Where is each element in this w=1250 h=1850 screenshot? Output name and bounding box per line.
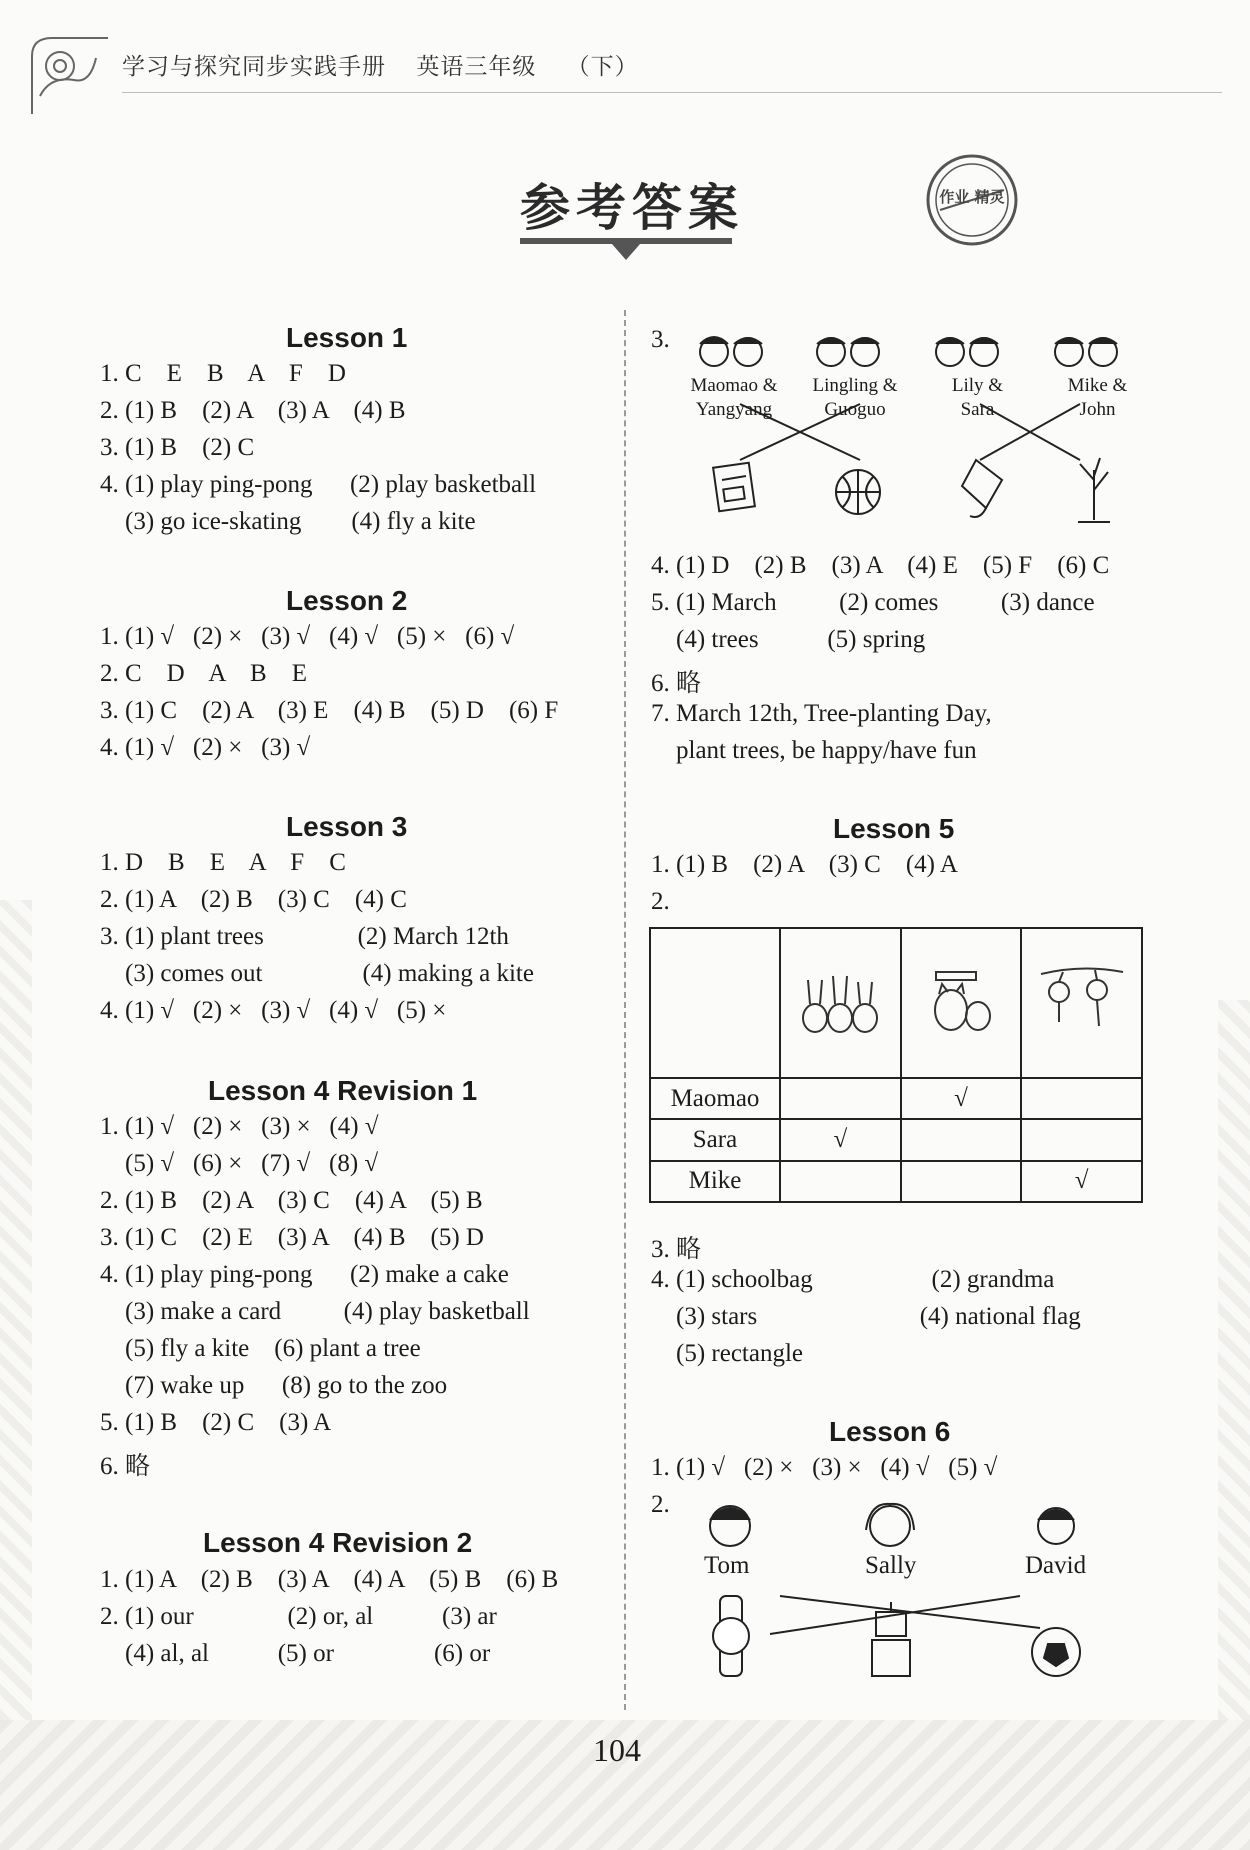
l4r2-line-3: (4) al, al (5) or (6) or	[100, 1640, 491, 1667]
l2-line-4: 4. (1) √ (2) × (3) √	[100, 734, 311, 761]
l3-line-1: 1. D B E A F C	[100, 849, 346, 876]
pair-label-2: Lingling & Guoguo	[812, 375, 898, 420]
row-mark	[780, 1078, 901, 1119]
table-row	[650, 1161, 1142, 1202]
name-sally: Sally	[865, 1552, 917, 1579]
row-mark	[1021, 1119, 1142, 1160]
l5-line-2: 2.	[651, 888, 670, 915]
row-mark: √	[901, 1078, 1022, 1119]
birthday-card-icon	[713, 463, 755, 512]
table-row	[650, 1119, 1142, 1160]
l4c-line-1: 4. (1) D (2) B (3) A (4) E (5) F (6) C	[651, 552, 1110, 579]
lesson6-heading: Lesson 6	[829, 1416, 951, 1447]
kite-icon	[962, 460, 1002, 517]
l4c-line-4: 6. 略	[651, 670, 702, 697]
row-name: Mike	[650, 1161, 780, 1202]
l3-line-3: 3. (1) plant trees (2) March 12th	[100, 923, 509, 950]
row-name: Maomao	[650, 1078, 780, 1119]
monkeys-icon	[1037, 960, 1127, 1040]
l4r1-line-4: 3. (1) C (2) E (3) A (4) B (5) D	[100, 1224, 484, 1251]
l6-line-2: 2.	[651, 1491, 670, 1518]
kids-icon	[700, 337, 1117, 366]
rabbits-cell	[780, 928, 901, 1078]
l3-line-5: 4. (1) √ (2) × (3) √ (4) √ (5) ×	[100, 997, 447, 1024]
l4r1-line-2: (5) √ (6) × (7) √ (8) √	[100, 1150, 379, 1177]
l4c-line-2: 5. (1) March (2) comes (3) dance	[651, 589, 1095, 616]
name-tom: Tom	[704, 1552, 750, 1579]
lesson5-heading: Lesson 5	[833, 813, 955, 844]
l4r1-line-6: (3) make a card (4) play basketball	[100, 1298, 530, 1325]
row-mark: √	[1021, 1161, 1142, 1202]
table-row	[650, 1078, 1142, 1119]
l3-line-4: (3) comes out (4) making a kite	[100, 960, 534, 987]
l2-line-2: 2. C D A B E	[100, 660, 307, 687]
l6-line-1: 1. (1) √ (2) × (3) × (4) √ (5) √	[651, 1454, 998, 1481]
corner-ornament-icon	[30, 36, 110, 116]
table-header-row	[650, 928, 1142, 1078]
decorative-left-band	[0, 900, 32, 1720]
page-title: 参考答案	[520, 179, 744, 237]
row-mark: √	[780, 1119, 901, 1160]
l4r1-line-7: (5) fly a kite (6) plant a tree	[100, 1335, 421, 1362]
row-mark	[1021, 1078, 1142, 1119]
david-face-icon	[1038, 1508, 1074, 1544]
row-mark	[901, 1119, 1022, 1160]
l5-line-4: 4. (1) schoolbag (2) grandma	[651, 1266, 1055, 1293]
tom-face-icon	[710, 1506, 750, 1546]
match-line	[770, 1596, 1020, 1634]
l5-line-1: 1. (1) B (2) A (3) C (4) A	[651, 851, 958, 878]
row-mark	[901, 1161, 1022, 1202]
l4c-line-6: plant trees, be happy/have fun	[651, 737, 977, 764]
stamp	[922, 150, 1022, 250]
header-text	[122, 48, 661, 81]
l1-line-3: 3. (1) B (2) C	[100, 434, 255, 461]
rabbits-icon	[795, 960, 885, 1040]
l2-line-1: 1. (1) √ (2) × (3) √ (4) √ (5) × (6) √	[100, 623, 515, 650]
name-david: David	[1025, 1552, 1087, 1579]
header-rule	[122, 92, 1222, 93]
l4r2-line-2: 2. (1) our (2) or, al (3) ar	[100, 1603, 497, 1630]
stamp-text: 作业 精灵	[939, 188, 1005, 206]
monkeys-cell	[1021, 928, 1142, 1078]
lesson2-heading: Lesson 2	[286, 585, 408, 616]
q3-number: 3.	[651, 326, 670, 353]
sally-face-icon	[866, 1504, 914, 1546]
football-icon	[1032, 1628, 1080, 1676]
watch-icon	[713, 1596, 749, 1676]
page-header	[30, 36, 1230, 116]
cats-icon	[916, 960, 1006, 1040]
l1-line-4: 4. (1) play ping-pong (2) play basketball	[100, 471, 537, 498]
l4r1-line-1: 1. (1) √ (2) × (3) × (4) √	[100, 1113, 379, 1140]
subject: 英语三年级	[416, 54, 537, 80]
l4r1-line-10: 6. 略	[100, 1453, 151, 1480]
pair-label-4: Mike & John	[1067, 375, 1128, 420]
l2-line-3: 3. (1) C (2) A (3) E (4) B (5) D (6) F	[100, 697, 559, 724]
match-line	[780, 1596, 1040, 1628]
l4r1-line-8: (7) wake up (8) go to the zoo	[100, 1372, 448, 1399]
l1-line-1: 1. C E B A F D	[100, 360, 346, 387]
pair-label-1: Maomao & Yangyang	[690, 375, 778, 420]
basketball-icon	[836, 470, 880, 514]
pair-label-3: Lily & Sara	[951, 375, 1004, 420]
l5-line-3: 3. 略	[651, 1236, 702, 1263]
lesson6-matching	[690, 1496, 1100, 1696]
l4c-line-3: (4) trees (5) spring	[651, 626, 926, 653]
lesson4r2-heading: Lesson 4 Revision 2	[203, 1527, 473, 1558]
l5-line-5: (3) stars (4) national flag	[651, 1303, 1081, 1330]
lesson3-heading: Lesson 3	[286, 811, 408, 842]
column-divider	[624, 310, 626, 1710]
l4r1-line-3: 2. (1) B (2) A (3) C (4) A (5) B	[100, 1187, 483, 1214]
l4r2-line-1: 1. (1) A (2) B (3) A (4) A (5) B (6) B	[100, 1566, 559, 1593]
l5-line-6: (5) rectangle	[651, 1340, 804, 1367]
matching-illustration	[680, 330, 1150, 530]
l1-line-5: (3) go ice-skating (4) fly a kite	[100, 508, 476, 535]
l4c-line-5: 7. March 12th, Tree-planting Day,	[651, 700, 992, 727]
tree-icon	[1078, 458, 1110, 522]
title-arrow-icon	[612, 244, 640, 260]
volume: （下）	[566, 54, 639, 80]
l1-line-2: 2. (1) B (2) A (3) A (4) B	[100, 397, 406, 424]
book-title: 学习与探究同步实践手册	[122, 54, 386, 80]
l4r1-line-9: 5. (1) B (2) C (3) A	[100, 1409, 332, 1436]
cats-cell	[901, 928, 1022, 1078]
row-mark	[780, 1161, 901, 1202]
lesson5-table	[649, 927, 1143, 1203]
decorative-right-band	[1218, 1000, 1250, 1720]
l4r1-line-5: 4. (1) play ping-pong (2) make a cake	[100, 1261, 509, 1288]
lesson1-heading: Lesson 1	[286, 322, 408, 353]
page-number: 104	[593, 1732, 641, 1768]
lesson4r1-heading: Lesson 4 Revision 1	[208, 1075, 478, 1106]
row-name: Sara	[650, 1119, 780, 1160]
l3-line-2: 2. (1) A (2) B (3) C (4) C	[100, 886, 407, 913]
table-corner-cell	[650, 928, 780, 1078]
